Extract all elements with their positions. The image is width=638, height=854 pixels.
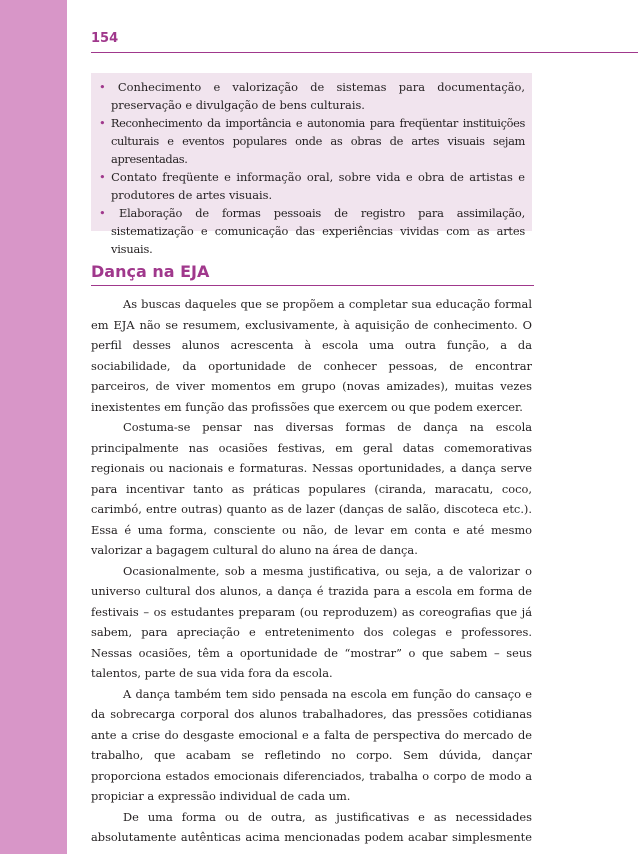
bullet-text: Contato freqüente e informação oral, sobre vida e obra de artistas e produtores de artes visuais. bbox=[111, 170, 525, 202]
paragraph: A dança também tem sido pensada na escola em função do cansaço e da sobrecarga corporal dos alunos trabalhadores, das pressões cotidianas ante a crise do desgaste emocional e a falta de perspectiva do mercado de trabalho, que acabam se refletindo no corpo. Sem dúvida, dançar proporciona estados emocionais diferenciados, trabalha o corpo de modo a propiciar a expressão individual de cada um. bbox=[91, 686, 532, 803]
header-rule bbox=[91, 52, 638, 53]
bullet-text: Elaboração de formas pessoais de registro para assimilação, sistematização e comunicação das experiências vividas com as artes visuais. bbox=[111, 206, 525, 256]
paragraph: As buscas daqueles que se propõem a completar sua educação formal em EJA não se resumem, exclusivamente, à aquisição de conhecimento. O perfil desses alunos acrescenta à escola uma outra função, a da sociabilidade, da oportunidade de conhecer pessoas, de encontrar parceiros, de viver momentos em grupo (novas amizades), muitas vezes inexistentes em função das profissões que exercem ou que podem exercer. bbox=[91, 297, 532, 414]
paragraph: Ocasionalmente, sob a mesma justificativa, ou seja, a de valorizar o universo cultural dos alunos, a dança é trazida para a escola em forma de festivais – os estudantes preparam (ou reproduzem) as coreografias que já sabem, para apreciação e entretenimento dos colegas e professores. Nessas ocasiões, têm a oportunidade de “mostrar” o que sabem – seus talentos, parte de sua vida fora da escola. bbox=[91, 563, 532, 680]
page-number: 154 bbox=[91, 31, 119, 46]
bullet-dot-icon: • bbox=[99, 170, 112, 184]
section-rule bbox=[91, 285, 534, 286]
bullet-text: Conhecimento e valorização de sistemas para documentação, preservação e divulgação de bens culturais. bbox=[111, 80, 526, 112]
objectives-box bbox=[91, 73, 532, 256]
bullet-item bbox=[99, 114, 525, 168]
bullet-item bbox=[99, 78, 525, 114]
bullet-text: Reconhecimento da importância e autonomia para freqüentar instituições culturais e eventos populares onde as obras de artes visuais sejam apresentadas. bbox=[110, 116, 525, 166]
bullet-dot-icon: • bbox=[99, 206, 119, 220]
bullet-item bbox=[99, 168, 525, 204]
bullet-dot-icon: • bbox=[99, 80, 118, 94]
section-title: Dança na EJA bbox=[91, 262, 210, 281]
paragraph: De uma forma ou de outra, as justificativas e as necessidades absolutamente autênticas acima mencionadas podem acabar simplesmente bbox=[91, 809, 532, 844]
bullet-dot-icon: • bbox=[99, 116, 111, 130]
bullet-item bbox=[99, 204, 525, 258]
side-color-band bbox=[0, 0, 67, 854]
paragraph: Costuma-se pensar nas diversas formas de dança na escola principalmente nas ocasiões festivas, em geral datas comemorativas regionais ou nacionais e formaturas. Nessas oportunidades, a dança serve para incentivar tanto as práticas populares (ciranda, maracatu, coco, carimbó, entre outras) quanto as de lazer (danças de salão, discoteca etc.). Essa é uma forma, consciente ou não, de levar em conta e até mesmo valorizar a bagagem cultural do aluno na área de dança. bbox=[91, 420, 532, 557]
body-text bbox=[91, 294, 532, 848]
